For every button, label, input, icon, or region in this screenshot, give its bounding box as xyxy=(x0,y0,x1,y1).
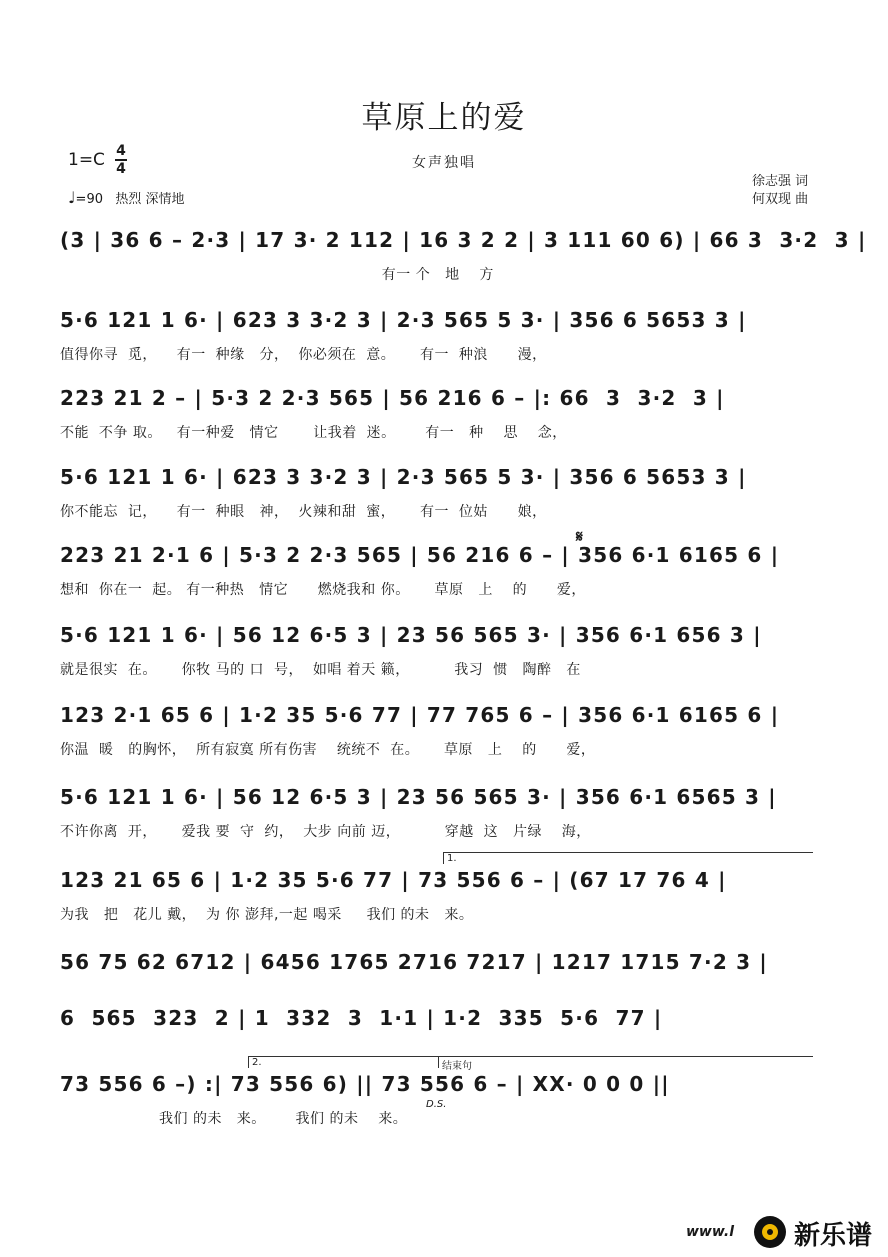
score-line xyxy=(0,465,888,545)
lyric-line: 就是很实 在。 你牧 马的 口 号， 如唱 着天 籁， 我习 惯 陶醉 在 xyxy=(60,662,581,678)
time-signature-top: 4 xyxy=(116,143,126,159)
lyric-line: 有一 个 地 方 xyxy=(60,267,494,283)
lyric-line: 想和 你在一 起。 有一种热 情它 燃烧我和 你。 草原 上 的 爱， xyxy=(60,582,586,598)
notation-line: (3 | 36 6 – 2·3 | 17 3· 2 112 | 16 3 2 2 | 3 111 60 6) | 66 3 3·2 3 | xyxy=(60,228,867,252)
ending-section-label: 结束句 xyxy=(438,1056,813,1068)
notation-line: 223 21 2 – | 5·3 2 2·3 565 | 56 216 6 – |: 66 3 3·2 3 | xyxy=(60,386,725,410)
dal-segno-marking: D.S. xyxy=(426,1099,447,1110)
volta-first-ending: 1. xyxy=(443,852,813,864)
notation-line: 123 2·1 65 6 | 1·2 35 5·6 77 | 77 765 6 – | 356 6·1 6165 6 | xyxy=(60,703,780,727)
notation-line: 123 21 65 6 | 1·2 35 5·6 77 | 73 556 6 – | (67 17 76 4 | xyxy=(60,868,727,892)
composer: 何双现 曲 xyxy=(752,192,809,207)
notation-line: 5·6 121 1 6· | 623 3 3·2 3 | 2·3 565 5 3· | 356 6 5653 3 | xyxy=(60,465,747,489)
score-line xyxy=(0,868,888,948)
watermark-url: www.l xyxy=(686,1224,735,1240)
page-title: 草原上的爱 xyxy=(361,100,527,136)
notation-line: 5·6 121 1 6· | 56 12 6·5 3 | 23 56 565 3· | 356 6·1 656 3 | xyxy=(60,623,762,647)
score-line xyxy=(0,543,888,623)
score-line xyxy=(0,308,888,388)
notation-line: 5·6 121 1 6· | 623 3 3·2 3 | 2·3 565 5 3· | 356 6 5653 3 | xyxy=(60,308,747,332)
quarter-note-icon: ♩ xyxy=(68,188,76,207)
notation-line: 6 565 323 2 | 1 332 3 1·1 | 1·2 335 5·6 77 | xyxy=(60,1006,663,1030)
score-line xyxy=(0,1072,888,1152)
lyric-line: 为我 把 花儿 戴， 为 你 澎拜,一起 喝采 我们 的未 来。 xyxy=(60,907,474,923)
record-disc-icon xyxy=(754,1216,786,1248)
watermark-logo-text: 新乐谱 xyxy=(794,1221,873,1251)
notation-line: 223 21 2·1 6 | 5·3 2 2·3 565 | 56 216 6 – | 356 6·1 6165 6 | xyxy=(60,543,780,567)
lyric-line: 你不能忘 记， 有一 种眼 神， 火辣和甜 蜜， 有一 位姑 娘， xyxy=(60,504,547,520)
time-signature xyxy=(114,143,128,177)
lyric-line: 不能 不争 取。 有一种爱 情它 让我着 迷。 有一 种 思 念， xyxy=(60,425,567,441)
segno-sign: 𝄋 xyxy=(576,527,583,546)
lyric-line: 我们 的未 来。 我们 的未 来。 xyxy=(60,1111,408,1127)
score-line xyxy=(0,623,888,703)
score-line xyxy=(0,228,888,308)
time-signature-bottom: 4 xyxy=(116,161,126,177)
notation-line: 5·6 121 1 6· | 56 12 6·5 3 | 23 56 565 3· | 356 6·1 6565 3 | xyxy=(60,785,777,809)
score-line xyxy=(0,703,888,783)
lyric-line: 值得你寻 觅， 有一 种缘 分， 你必须在 意。 有一 种浪 漫， xyxy=(60,347,547,363)
lyric-line: 不许你离 开， 爱我 要 守 约， 大步 向前 迈， 穿越 这 片绿 海， xyxy=(60,824,591,840)
score-line xyxy=(0,386,888,466)
tempo-marking xyxy=(68,188,185,207)
tempo-value: =90 xyxy=(75,192,103,207)
subtitle: 女声独唱 xyxy=(412,155,476,171)
mood-marking: 热烈 深情地 xyxy=(115,192,185,207)
notation-line: 56 75 62 6712 | 6456 1765 2716 7217 | 1217 1715 7·2 3 | xyxy=(60,950,768,974)
volta-second-ending: 2. xyxy=(248,1056,438,1068)
lyric-line: 你温 暖 的胸怀， 所有寂寞 所有伤害 统统不 在。 草原 上 的 爱， xyxy=(60,742,596,758)
notation-line: 73 556 6 –) :| 73 556 6) || 73 556 6 – | XX· 0 0 0 || xyxy=(60,1072,670,1096)
lyricist: 徐志强 词 xyxy=(752,174,809,189)
key-signature: 1=C xyxy=(68,150,105,170)
